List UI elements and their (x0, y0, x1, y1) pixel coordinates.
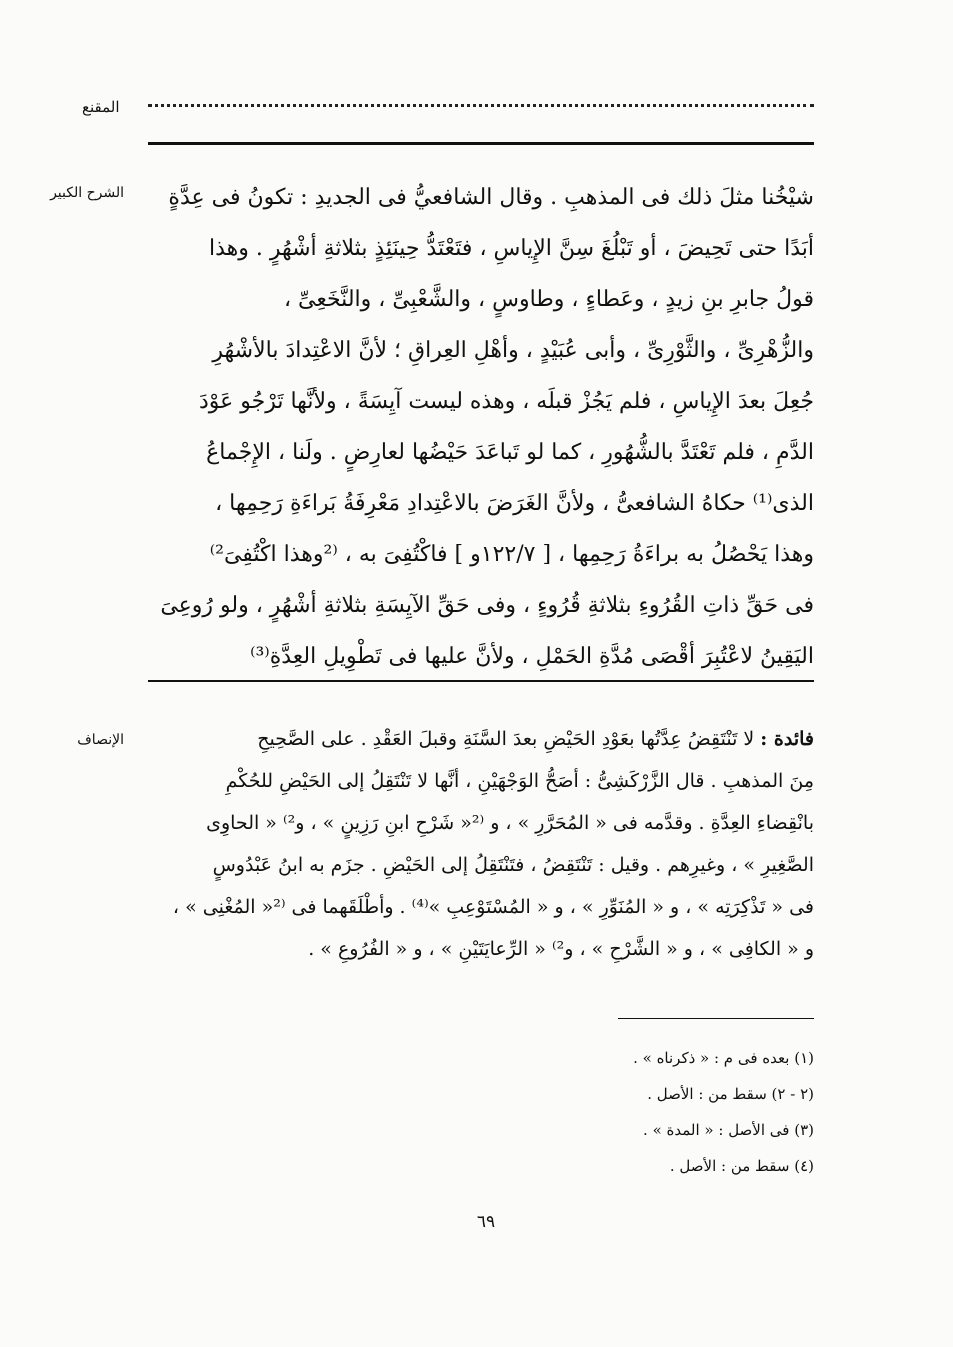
faida-text: لا تَنْتَقِضُ عِدَّتُها بعَوْدِ الحَيْضِ بعدَ السَّنَةِ وقبلَ العَقْدِ . على الصَّحِيحِ (257, 728, 761, 750)
text-line: اليَقِينُ لاعْتُبِرَ أقْصَى مُدَّةِ الحَمْلِ ، ولأنَّ عليها فى تَطْوِيلِ العِدَّةِ⁽³⁾ (250, 644, 814, 669)
sharh-text-block (148, 172, 814, 682)
footnote: (٢ - ٢) سقط من : الأصل . (647, 1085, 814, 1103)
text-line: مِنَ المذهبِ . قال الزَّرْكَشِىُّ : أصَحُّ الوَجْهَيْنِ ، أنَّها لا تَنْتَقِلُ إلى الحَيْضِ للحُكْمِ (225, 770, 814, 792)
section-label-insaf: الإنصاف (77, 732, 124, 748)
text-line: و « الكافِى » ، و « الشَّرْحِ » ، و²⁾ « الرِّعايَتَيْنِ » ، و « الفُرُوعِ » . (308, 938, 814, 960)
footnote-rule (618, 1018, 814, 1019)
section-divider (148, 680, 814, 682)
footnote: (١) بعده فى م : « ذكرناه » . (633, 1049, 814, 1067)
page-number: ٦٩ (476, 1212, 496, 1232)
text-line: وهذا يَحْصُلُ به براءَةُ رَحِمِها ، [ ١٢٢/٧و ] فاكْتُفِىَ به ، ⁽²وهذا اكْتُفِىَ²⁾ (209, 542, 814, 567)
footnotes (500, 1040, 814, 1184)
text-line: فى « تَذْكِرَتِه » ، و « المُنَوِّرِ » ، و « المُسْتَوْعِبِ »⁽⁴⁾ . وأطْلَقَهما فى ⁽²« المُغْنِى » ، (172, 896, 814, 918)
text-line: قولُ جابرِ بنِ زيدٍ ، وعَطاءٍ ، وطاوسٍ ، والشَّعْبِىِّ ، والنَّخَعِىِّ ، (283, 287, 814, 312)
faida-heading: فائدة : (760, 728, 814, 750)
text-line: فى حَقِّ ذاتِ القُرُوءِ بثلاثةِ قُرُوءٍ ، وفى حَقِّ الآيِسَةِ بثلاثةِ أشْهُرٍ ، ولو رُوعِىَ (160, 593, 814, 618)
text-line: شيْخُنا مثلَ ذلك فى المذهبِ . وقال الشافعيُّ فى الجديدِ : تكونُ فى عِدَّةٍ (168, 185, 814, 210)
footnote: (٤) سقط من : الأصل . (669, 1157, 814, 1175)
text-line: الذى⁽¹⁾ حكاهُ الشافعىُّ ، ولأنَّ الغَرَضَ بالاعْتِدادِ مَعْرِفَةُ بَراءَةِ رَحِمِها ، (215, 491, 814, 516)
section-label-sharh: الشرح الكبير (50, 185, 124, 201)
header-dotted-line (148, 104, 814, 107)
footnote: (٣) فى الأصل : « المدة » . (643, 1121, 814, 1139)
insaf-text-block (148, 718, 814, 970)
text-line: الصَّغِيرِ » ، وغيرِهم . وقيل : تَنْتَقِضُ ، فتَنْتَقِلُ إلى الحَيْضِ . جزَم به ابنُ عَبْدُوسٍ (212, 854, 814, 876)
text-line: الدَّمِ ، فلم تَعْتَدَّ بالشُّهُورِ ، كما لو تَباعَدَ حَيْضُها لعارِضٍ . ولَنا ، الإِجْماعُ (206, 440, 814, 465)
text-line: بانْقِضاءِ العِدَّةِ . وقدَّمه فى « المُحَرَّرِ » ، و ⁽²« شَرْحِ ابنِ رَزِينٍ » ، و²⁾ « الحاوِى (206, 812, 814, 834)
header-rule (148, 142, 814, 145)
running-header-title: المقنع (82, 98, 120, 116)
text-line: أبَدًا حتى تَحِيضَ ، أو تَبْلُغَ سِنَّ الإِياسِ ، فتَعْتَدُّ حِينَئِذٍ بثلاثةِ أشْهُرٍ . وهذا (208, 236, 814, 261)
text-line: جُعِلَ بعدَ الإِياسِ ، فلم يَجُزْ قبلَه ، وهذه ليست آيِسَةً ، ولأنَّها تَرْجُو عَوْدَ (198, 389, 814, 414)
text-line: والزُّهْرِىِّ ، والثَّوْرِىِّ ، وأبى عُبَيْدٍ ، وأهْلِ العِراقِ ؛ لأنَّ الاعْتِدادَ بالأشْهُرِ (212, 338, 814, 363)
text-line (148, 718, 814, 760)
